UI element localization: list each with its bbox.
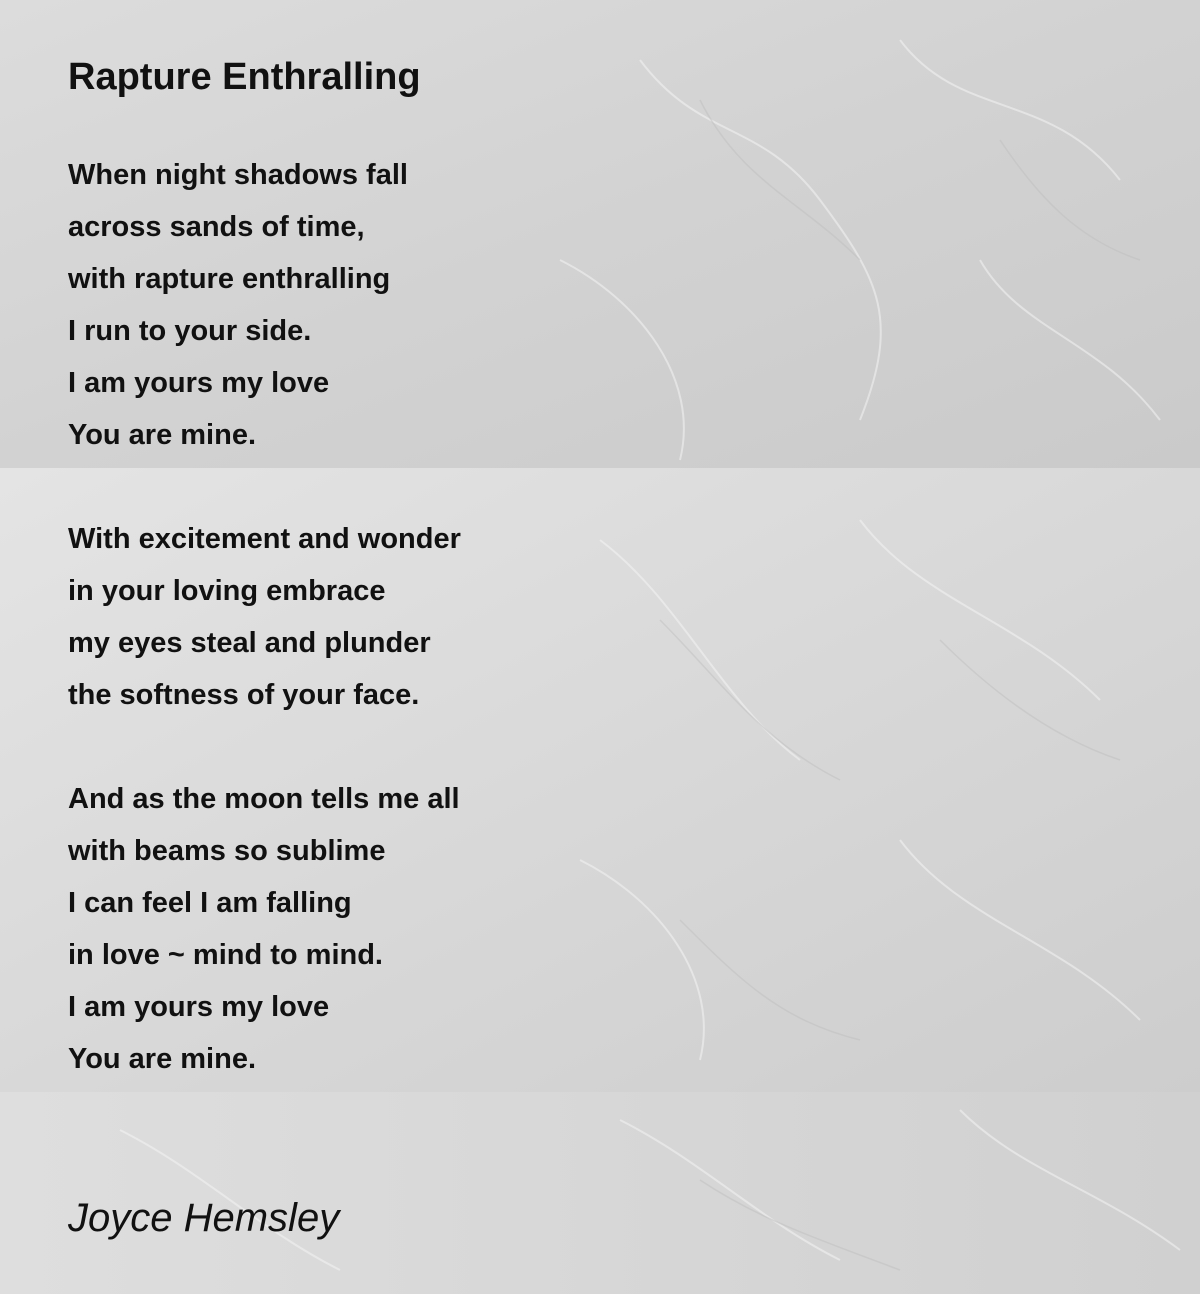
poem-line: in your loving embrace: [68, 575, 386, 607]
poem-stanza-1: [68, 149, 408, 461]
poem-line: the softness of your face.: [68, 679, 420, 711]
poem-line: And as the moon tells me all: [68, 783, 460, 815]
poem-line: When night shadows fall: [68, 159, 408, 191]
poem-line: with rapture enthralling: [68, 263, 391, 295]
poem-line: my eyes steal and plunder: [68, 627, 431, 659]
poem-line: I run to your side.: [68, 315, 312, 347]
poem-line: I am yours my love: [68, 991, 330, 1023]
poem-line: You are mine.: [68, 1043, 257, 1075]
poem-author: Joyce Hemsley: [68, 1196, 340, 1240]
poem-line: You are mine.: [68, 419, 257, 451]
poem-line: I am yours my love: [68, 367, 330, 399]
poem-line: across sands of time,: [68, 211, 365, 243]
poem-title: Rapture Enthralling: [68, 56, 421, 98]
poem-line: with beams so sublime: [68, 835, 386, 867]
poem-line: With excitement and wonder: [68, 523, 461, 555]
poem-stanza-3: [68, 773, 460, 1085]
poem-line: I can feel I am falling: [68, 887, 352, 919]
poem-stanza-2: [68, 513, 461, 721]
poem-line: in love ~ mind to mind.: [68, 939, 383, 971]
